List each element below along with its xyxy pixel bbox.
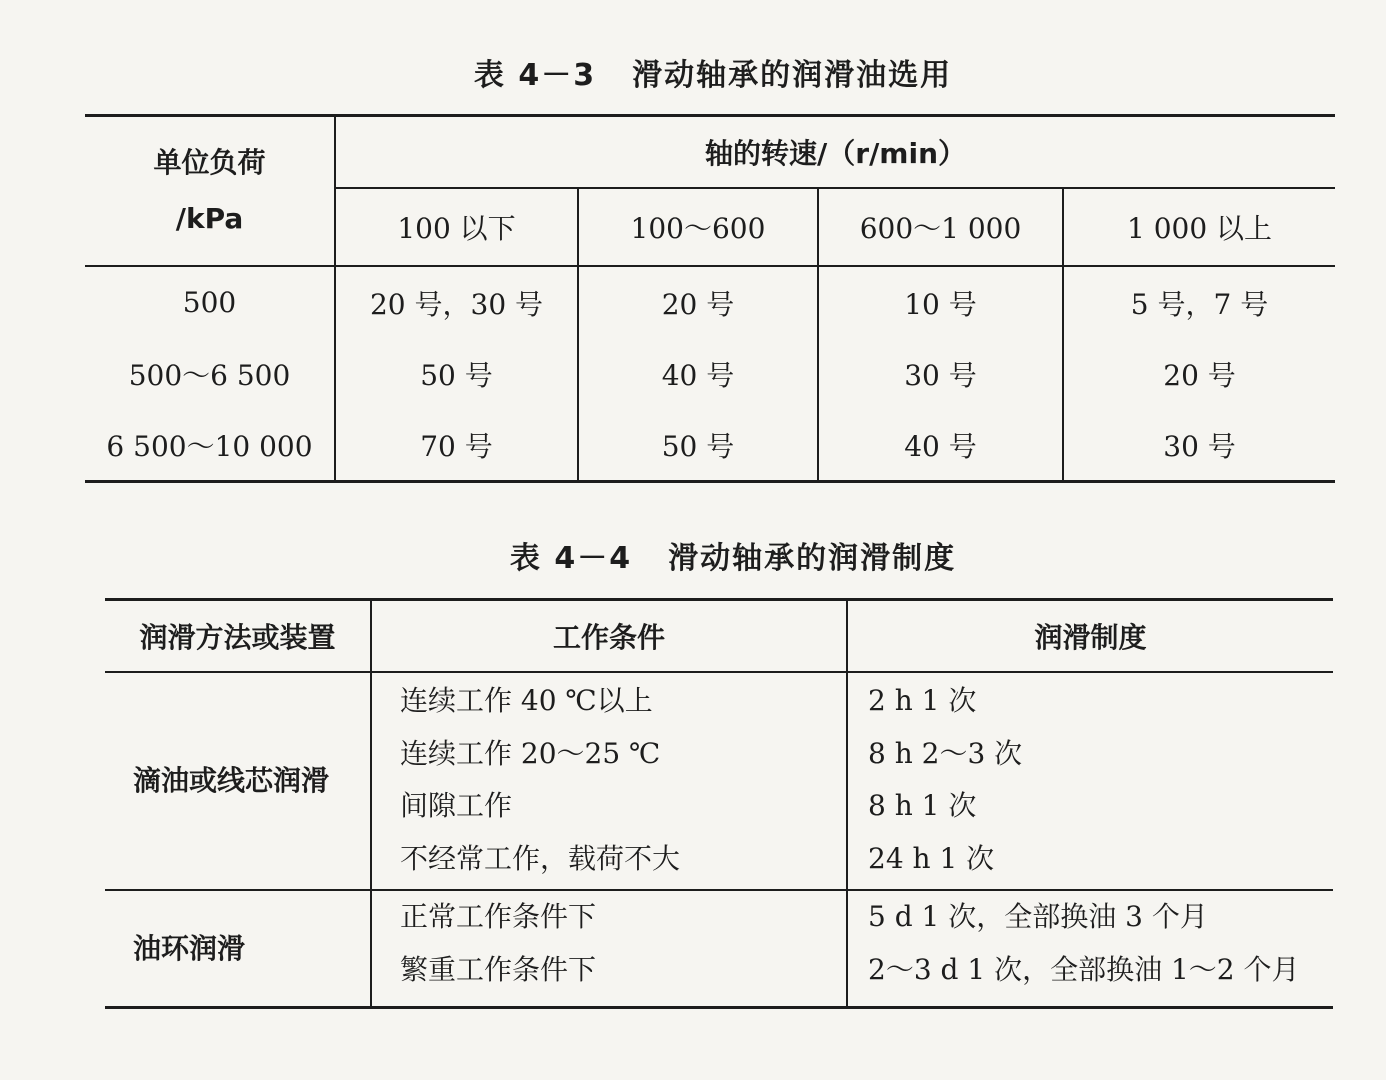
oil-grade-cell: 50 号 — [335, 338, 578, 409]
schedule-line: 24 h 1 次 — [868, 841, 995, 875]
condition-line: 间隙工作 — [400, 789, 513, 822]
oil-grade-cell: 20 号 — [1163, 358, 1236, 392]
oil-grade-cell: 40 号 — [818, 409, 1063, 482]
condition-line: 连续工作 40 ℃以上 — [400, 684, 653, 717]
load-value: 500 — [85, 266, 335, 338]
speed-range-header: 1 000 以上 — [1063, 188, 1335, 266]
table-row — [85, 409, 1335, 482]
condition-line: 正常工作条件下 — [400, 900, 597, 933]
schedule-cell — [847, 672, 1333, 890]
condition-line: 不经常工作，载荷不大 — [400, 841, 681, 875]
load-value: 6 500～10 000 — [85, 409, 335, 482]
schedule-line: 8 h 1 次 — [868, 789, 977, 822]
oil-grade-cell: 30 号 — [818, 338, 1063, 409]
schedule-line: 8 h 2～3 次 — [868, 736, 1023, 770]
oil-grade-cell: 70 号 — [335, 409, 578, 482]
speed-header: 轴的转速/（r/min） — [335, 116, 1335, 189]
oil-grade-cell: 5 号，7 号 — [1130, 287, 1269, 321]
speed-range-header: 600～1 000 — [818, 188, 1063, 266]
lubrication-schedule-table — [105, 598, 1333, 1009]
schedule-cell — [847, 890, 1333, 1008]
schedule-line: 2 h 1 次 — [868, 684, 977, 717]
table-4-3-title — [20, 50, 1386, 94]
oil-grade-cell: 30 号 — [1163, 429, 1236, 463]
schedule-header: 润滑制度 — [847, 600, 1333, 673]
condition-line: 繁重工作条件下 — [400, 952, 597, 986]
condition-cell — [371, 890, 847, 1008]
method-cell: 油环润滑 — [105, 890, 371, 1008]
schedule-line: 5 d 1 次，全部换油 3 个月 — [868, 900, 1208, 933]
table-row — [105, 890, 1333, 1008]
oil-grade-cell: 20 号 — [578, 266, 818, 338]
method-cell: 滴油或线芯润滑 — [105, 672, 371, 890]
condition-line: 连续工作 20～25 ℃ — [400, 736, 661, 770]
load-header-line1: 单位负荷 — [153, 146, 266, 179]
speed-range-header: 100～600 — [578, 188, 818, 266]
load-header — [85, 116, 335, 267]
oil-grade-cell: 40 号 — [578, 338, 818, 409]
table-4-3-number: 表 4－3 — [473, 58, 597, 93]
speed-range-header: 100 以下 — [335, 188, 578, 266]
oil-grade-cell: 20 号，30 号 — [335, 266, 578, 338]
table-4-4-number: 表 4－4 — [509, 541, 633, 576]
table-4-3-caption: 滑动轴承的润滑油选用 — [632, 58, 953, 93]
schedule-line: 2～3 d 1 次，全部换油 1～2 个月 — [868, 952, 1300, 986]
oil-grade-cell: 50 号 — [578, 409, 818, 482]
table-row — [105, 672, 1333, 890]
load-header-unit: /kPa — [175, 202, 244, 235]
condition-cell — [371, 672, 847, 890]
oil-selection-table — [85, 114, 1335, 483]
oil-grade-cell: 10 号 — [818, 266, 1063, 338]
load-value: 500～6 500 — [85, 338, 335, 409]
table-4-4-caption: 滑动轴承的润滑制度 — [668, 541, 957, 576]
table-row — [85, 266, 1335, 338]
condition-header: 工作条件 — [371, 600, 847, 673]
table-4-4-title — [40, 533, 1386, 577]
table-row — [85, 338, 1335, 409]
method-header: 润滑方法或装置 — [105, 600, 371, 673]
